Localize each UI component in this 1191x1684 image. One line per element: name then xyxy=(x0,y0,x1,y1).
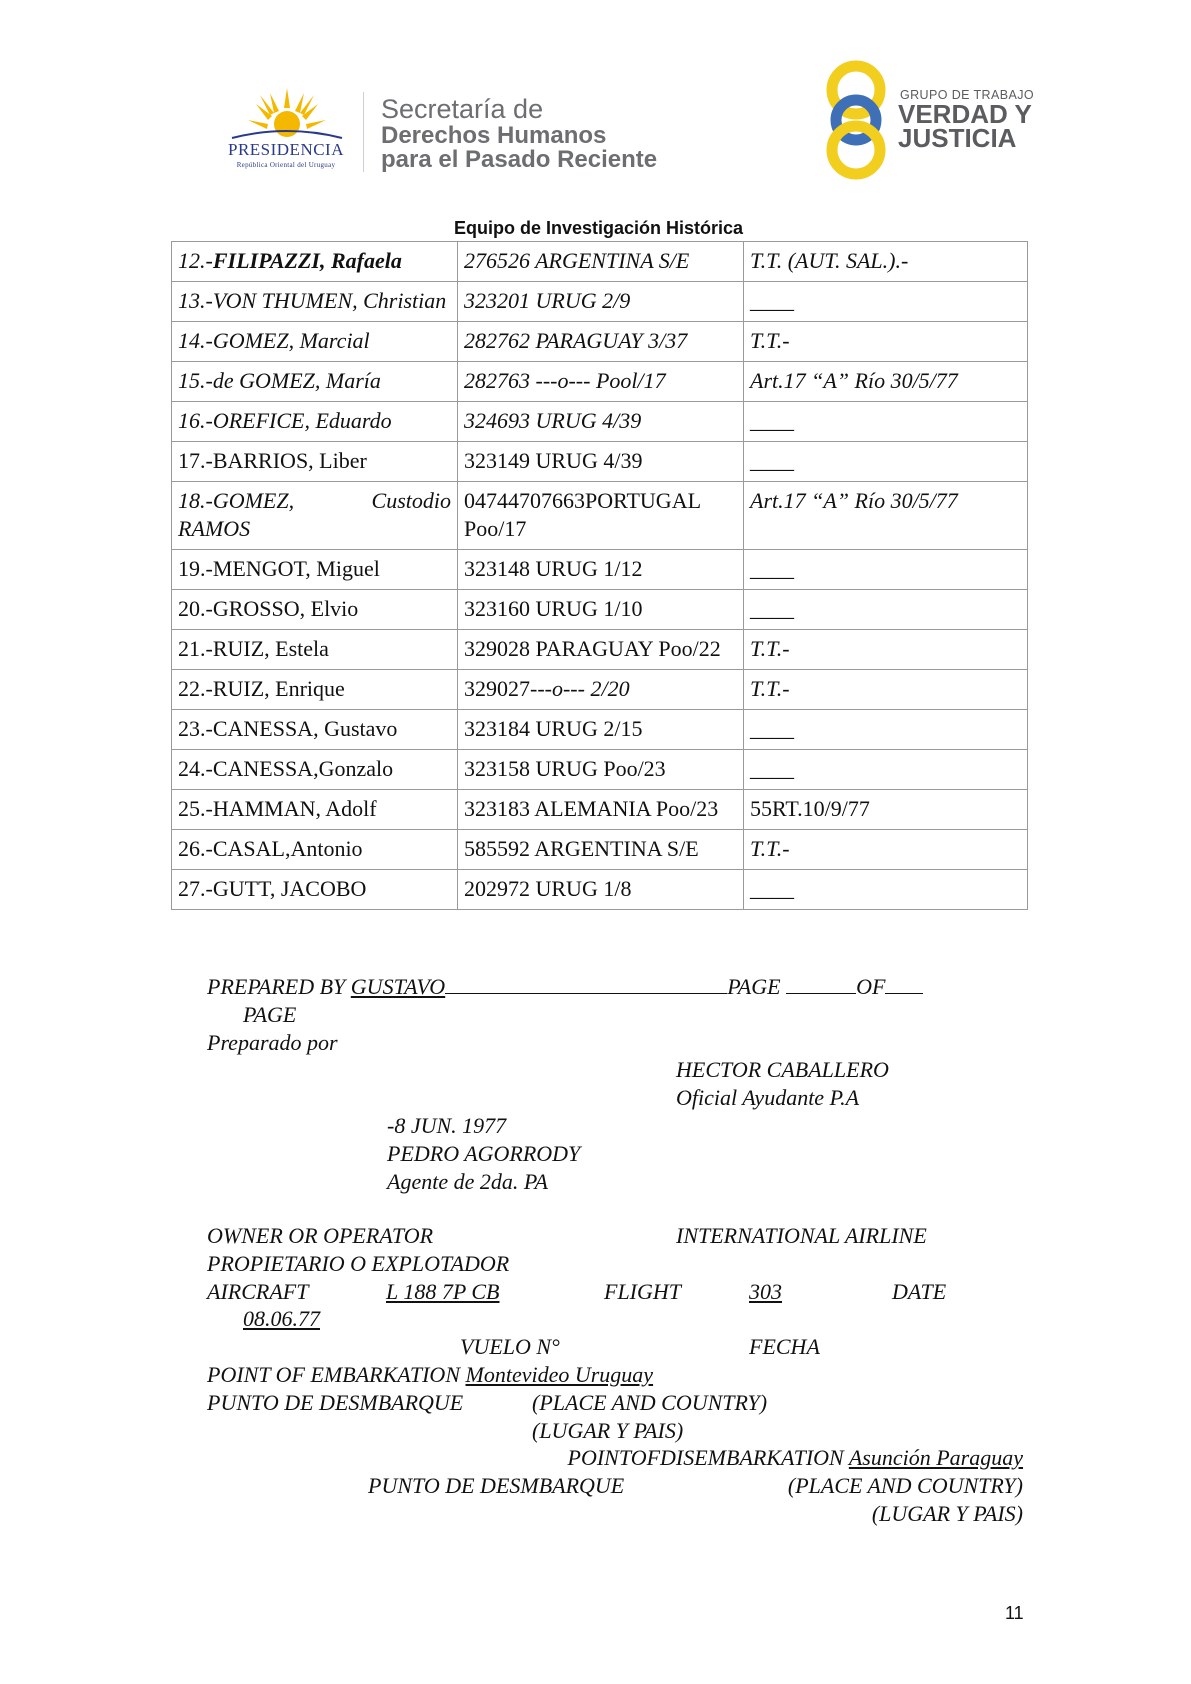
aircraft-label: AIRCRAFT xyxy=(207,1279,309,1304)
propietario-label: PROPIETARIO O EXPLOTADOR xyxy=(207,1251,510,1276)
passenger-document: 282762 PARAGUAY 3/37 xyxy=(458,322,744,362)
table-row xyxy=(172,282,1028,322)
officer-name: HECTOR CABALLERO xyxy=(676,1057,889,1082)
table-row xyxy=(172,590,1028,630)
table-row xyxy=(172,442,1028,482)
prepared-by-value: GUSTAVO xyxy=(350,974,446,999)
date-value: 08.06.77 xyxy=(243,1306,320,1331)
table-row xyxy=(172,362,1028,402)
passenger-note: ____ xyxy=(744,710,1028,750)
passenger-document: 323184 URUG 2/15 xyxy=(458,710,744,750)
passenger-note: ____ xyxy=(744,402,1028,442)
flight-label: FLIGHT xyxy=(604,1279,682,1304)
fecha-label: FECHA xyxy=(749,1334,820,1359)
passenger-note: Art.17 “A” Río 30/5/77 xyxy=(744,362,1028,402)
desmbarque-label-1: PUNTO DE DESMBARQUE xyxy=(207,1390,464,1415)
passenger-document: 329027---o--- 2/20 xyxy=(458,670,744,710)
passenger-name: 25.-HAMMAN, Adolf xyxy=(172,790,458,830)
passenger-document: 329028 PARAGUAY Poo/22 xyxy=(458,630,744,670)
date-stamp: -8 JUN. 1977 xyxy=(387,1113,507,1138)
passenger-document: 282763 ---o--- Pool/17 xyxy=(458,362,744,402)
embarkation-value: Montevideo Uruguay xyxy=(465,1362,654,1387)
passenger-document: 585592 ARGENTINA S/E xyxy=(458,830,744,870)
table-row xyxy=(172,482,1028,550)
secretaria-line-1: Secretaría de xyxy=(381,94,544,124)
presidencia-label: PRESIDENCIA xyxy=(227,140,344,159)
passenger-document: 323183 ALEMANIA Poo/23 xyxy=(458,790,744,830)
passenger-name: 19.-MENGOT, Miguel xyxy=(172,550,458,590)
aircraft-value: L 188 7P CB xyxy=(386,1279,500,1304)
passenger-note: Art.17 “A” Río 30/5/77 xyxy=(744,482,1028,550)
flight-value: 303 xyxy=(749,1279,782,1304)
justicia-label: JUSTICIA xyxy=(898,123,1017,153)
passenger-name: 15.-de GOMEZ, María xyxy=(172,362,458,402)
page-word: PAGE xyxy=(243,1002,297,1027)
passenger-document: 323160 URUG 1/10 xyxy=(458,590,744,630)
passenger-note: ____ xyxy=(744,282,1028,322)
passenger-name: 27.-GUTT, JACOBO xyxy=(172,870,458,910)
passenger-note: ____ xyxy=(744,550,1028,590)
team-title: Equipo de Investigación Histórica xyxy=(453,218,744,238)
passenger-name: 13.-VON THUMEN, Christian xyxy=(172,282,458,322)
lugar-pais-2: (LUGAR Y PAIS) xyxy=(871,1501,1023,1526)
passenger-document: 323149 URUG 4/39 xyxy=(458,442,744,482)
presidencia-subtitle: República Oriental del Uruguay xyxy=(236,161,336,169)
passenger-document: 276526 ARGENTINA S/E xyxy=(458,242,744,282)
table-row xyxy=(172,322,1028,362)
logo-divider xyxy=(363,92,364,172)
passenger-note: ____ xyxy=(744,750,1028,790)
passenger-document: 324693 URUG 4/39 xyxy=(458,402,744,442)
passenger-note: T.T.- xyxy=(744,630,1028,670)
passenger-name: 21.-RUIZ, Estela xyxy=(172,630,458,670)
passenger-note: T.T. (AUT. SAL.).- xyxy=(744,242,1028,282)
agent-name: PEDRO AGORRODY xyxy=(387,1141,581,1166)
table-row xyxy=(172,550,1028,590)
passenger-name: 20.-GROSSO, Elvio xyxy=(172,590,458,630)
agent-title: Agente de 2da. PA xyxy=(387,1169,548,1194)
table-row xyxy=(172,710,1028,750)
passenger-document: 323148 URUG 1/12 xyxy=(458,550,744,590)
lugar-pais-1: (LUGAR Y PAIS) xyxy=(532,1418,684,1443)
table-row xyxy=(172,750,1028,790)
table-row xyxy=(172,670,1028,710)
passenger-document: 202972 URUG 1/8 xyxy=(458,870,744,910)
passenger-document: 323201 URUG 2/9 xyxy=(458,282,744,322)
table-row xyxy=(172,830,1028,870)
passenger-table xyxy=(171,241,1028,910)
desmbarque-label-2: PUNTO DE DESMBARQUE xyxy=(368,1473,625,1498)
airline-label: INTERNATIONAL AIRLINE xyxy=(676,1223,927,1248)
passenger-note: ____ xyxy=(744,442,1028,482)
embarkation-line: POINT OF EMBARKATION Montevideo Uruguay xyxy=(207,1362,654,1387)
passenger-name: 22.-RUIZ, Enrique xyxy=(172,670,458,710)
passenger-document: 323158 URUG Poo/23 xyxy=(458,750,744,790)
of-label: OF xyxy=(856,974,886,999)
table-row xyxy=(172,790,1028,830)
passenger-note: T.T.- xyxy=(744,670,1028,710)
grupo-trabajo-label: GRUPO DE TRABAJO xyxy=(900,88,1034,102)
place-country-2: (PLACE AND COUNTRY) xyxy=(787,1473,1023,1498)
table-row xyxy=(172,402,1028,442)
officer-title: Oficial Ayudante P.A xyxy=(676,1085,860,1110)
passenger-name: 16.-OREFICE, Eduardo xyxy=(172,402,458,442)
passenger-name: 12.-FILIPAZZI, Rafaela xyxy=(172,242,458,282)
secretaria-line-3: para el Pasado Reciente xyxy=(381,146,658,173)
page-number: 11 xyxy=(1005,1603,1024,1623)
secretaria-line-2: Derechos Humanos xyxy=(381,122,607,149)
disembarkation-value: Asunción Paraguay xyxy=(848,1445,1023,1470)
prepared-by-line: PREPARED BY GUSTAVO PAGE OF xyxy=(207,973,923,1001)
page-label: PAGE xyxy=(727,974,781,999)
passenger-name: 24.-CANESSA,Gonzalo xyxy=(172,750,458,790)
date-label: DATE xyxy=(892,1279,947,1304)
table-row xyxy=(172,870,1028,910)
table-row xyxy=(172,630,1028,670)
passenger-name: 23.-CANESSA, Gustavo xyxy=(172,710,458,750)
passenger-note: 55RT.10/9/77 xyxy=(744,790,1028,830)
table-row xyxy=(172,242,1028,282)
passenger-document: 04744707663PORTUGAL Poo/17 xyxy=(458,482,744,550)
passenger-note: T.T.- xyxy=(744,830,1028,870)
passenger-note: ____ xyxy=(744,870,1028,910)
passenger-name: 18.-GOMEZ, Custodio RAMOS xyxy=(172,482,458,550)
passenger-note: ____ xyxy=(744,590,1028,630)
passenger-name: 26.-CASAL,Antonio xyxy=(172,830,458,870)
passenger-name: 14.-GOMEZ, Marcial xyxy=(172,322,458,362)
disembarkation-line: POINTOFDISEMBARKATION Asunción Paraguay xyxy=(567,1445,1023,1470)
vuelo-label: VUELO N° xyxy=(460,1334,560,1359)
place-country-1: (PLACE AND COUNTRY) xyxy=(532,1390,768,1415)
preparado-por: Preparado por xyxy=(207,1030,338,1055)
verdad-justicia-rings-logo xyxy=(820,56,900,182)
owner-label: OWNER OR OPERATOR xyxy=(207,1223,434,1248)
verdad-label: VERDAD Y xyxy=(898,99,1032,129)
passenger-name: 17.-BARRIOS, Liber xyxy=(172,442,458,482)
passenger-note: T.T.- xyxy=(744,322,1028,362)
